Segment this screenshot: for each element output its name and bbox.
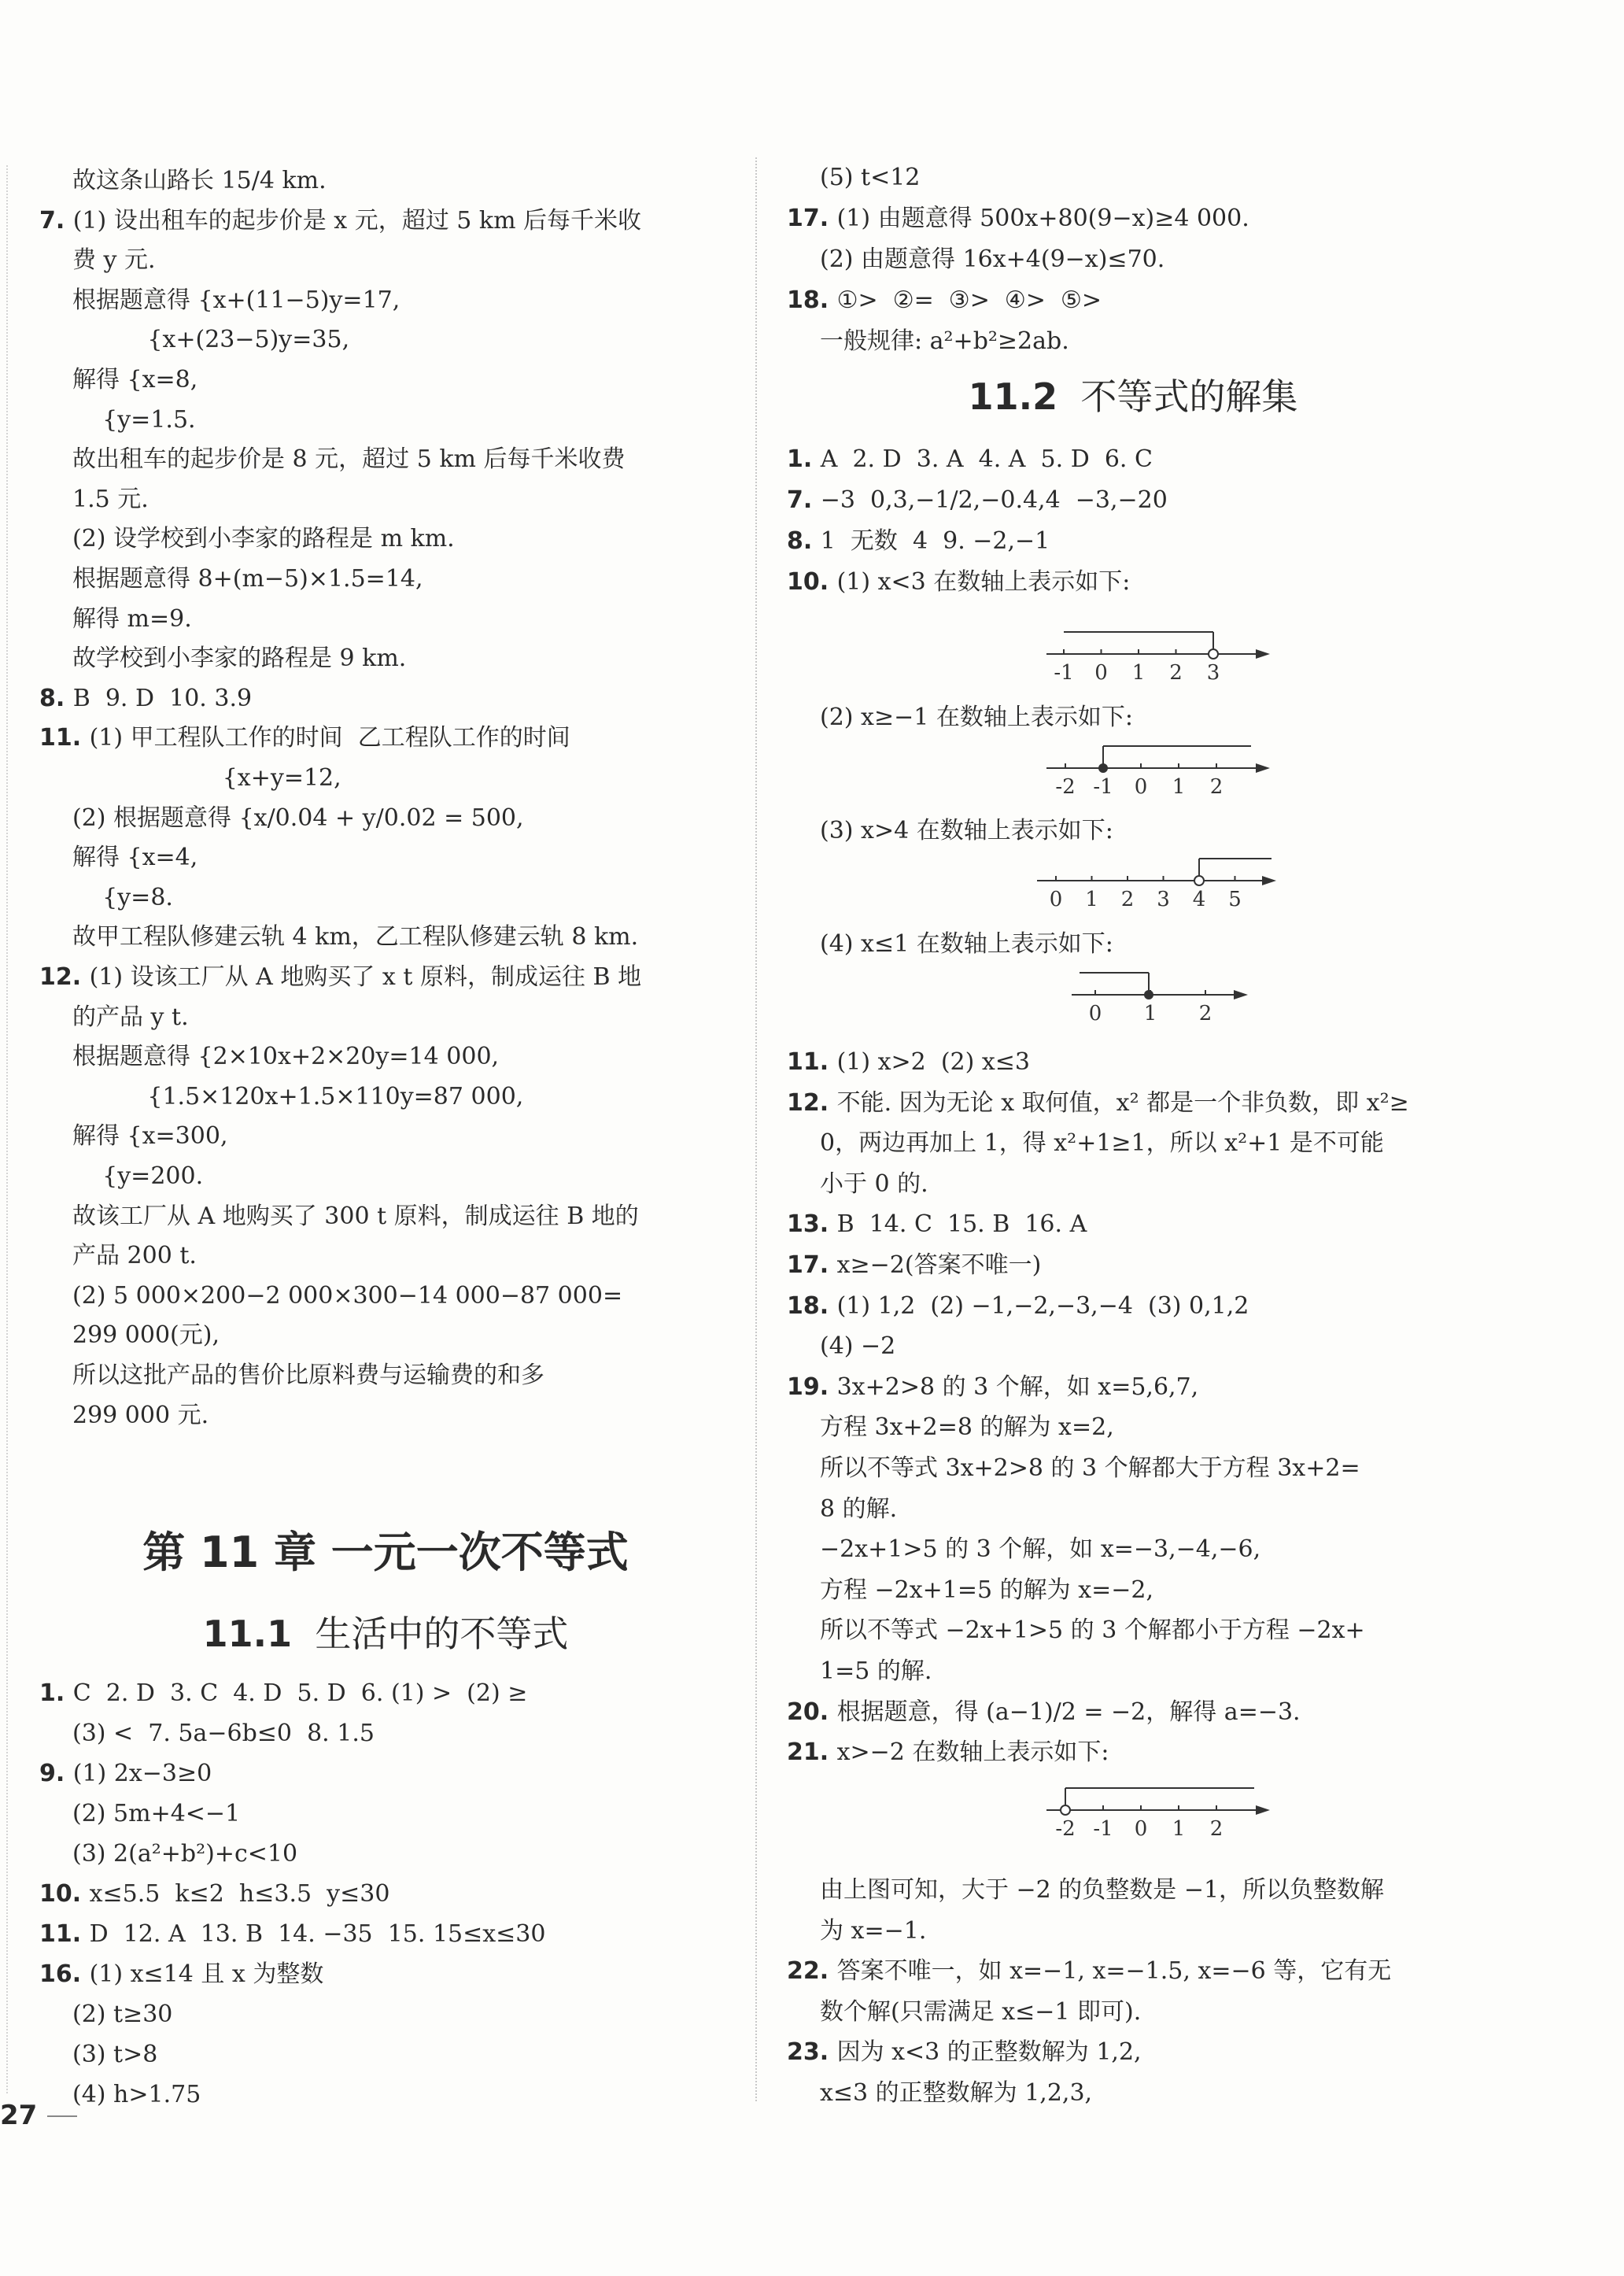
answer-line bbox=[787, 1735, 1109, 1770]
answer-line bbox=[820, 1451, 1360, 1486]
answer-text: (1) 甲工程队工作的时间 乙工程队工作的时间 bbox=[89, 724, 570, 752]
margin-dotted-line bbox=[6, 165, 8, 2093]
answer-line bbox=[72, 164, 327, 198]
tick-label: 2 bbox=[1209, 1817, 1224, 1840]
answer-line bbox=[787, 565, 1130, 600]
answer-text: 为 x=−1. bbox=[820, 1916, 927, 1945]
answer-line bbox=[820, 1613, 1365, 1648]
question-number: 19. bbox=[787, 1373, 837, 1401]
answer-line bbox=[39, 1917, 545, 1952]
question-number: 8. bbox=[787, 527, 821, 555]
answer-text: (2) 5m+4<−1 bbox=[72, 1800, 241, 1827]
answer-text: A 2. D 3. A 4. A 5. D 6. C bbox=[820, 445, 1153, 473]
answer-text: 1.5 元. bbox=[72, 485, 149, 513]
answer-line bbox=[72, 403, 196, 438]
question-number: 11. bbox=[39, 1920, 90, 1948]
answer-line bbox=[72, 1358, 544, 1393]
q10-4-text: (4) x≤1 在数轴上表示如下: bbox=[820, 930, 1113, 958]
answer-line bbox=[72, 761, 341, 796]
column-divider bbox=[755, 157, 757, 2101]
answer-line bbox=[72, 1239, 197, 1273]
answer-text: (2) 5 000×200−2 000×300−14 000−87 000= bbox=[72, 1281, 623, 1310]
answer-text: (1) x<3 在数轴上表示如下: bbox=[836, 568, 1131, 596]
answer-text: 故这条山路长 15/4 km. bbox=[72, 167, 327, 194]
answer-text: (3) 2(a²+b²)+c<10 bbox=[72, 1840, 298, 1868]
answer-text: 一般规律: a²+b²≥2ab. bbox=[820, 327, 1069, 355]
answer-text: 小于 0 的. bbox=[820, 1169, 928, 1198]
answer-line bbox=[72, 841, 197, 875]
answer-text: (1) 设该工厂从 A 地购买了 x t 原料，制成运往 B 地 bbox=[89, 963, 642, 991]
tick-label: 1 bbox=[1172, 775, 1186, 798]
tick-label: 2 bbox=[1169, 661, 1183, 684]
answer-text: C 2. D 3. C 4. D 5. D 6. (1) > (2) ≥ bbox=[72, 1679, 528, 1707]
answer-line bbox=[820, 242, 1164, 277]
answer-line bbox=[787, 283, 1102, 318]
tick-label: 1 bbox=[1085, 888, 1098, 911]
tick-label: 2 bbox=[1120, 888, 1135, 911]
section-number: 11.2 bbox=[968, 375, 1058, 418]
tick-label: -2 bbox=[1055, 1817, 1076, 1840]
number-line-x-ge-minus1 bbox=[1046, 741, 1275, 798]
answer-text: (2) 根据题意得 {x/0.04 + y/0.02 = 500, bbox=[72, 804, 524, 832]
section-heading-11-1 bbox=[39, 1605, 732, 1657]
answer-text: (4) h>1.75 bbox=[72, 2081, 201, 2108]
answer-text: (1) 设出租车的起步价是 x 元，超过 5 km 后每千米收 bbox=[72, 206, 642, 235]
tick-label: 4 bbox=[1192, 888, 1206, 911]
tick-label: -1 bbox=[1054, 661, 1074, 684]
answer-line bbox=[72, 920, 638, 955]
answer-text: 299 000(元), bbox=[72, 1321, 220, 1350]
answer-text: 方程 −2x+1=5 的解为 x=−2, bbox=[820, 1576, 1154, 1604]
question-number: 17. bbox=[787, 1251, 837, 1279]
answer-text: (2) 设学校到小李家的路程是 m km. bbox=[72, 525, 455, 553]
answer-text: x>−2 在数轴上表示如下: bbox=[836, 1738, 1109, 1767]
answer-text: 因为 x<3 的正整数解为 1,2, bbox=[836, 2038, 1142, 2066]
answer-line bbox=[820, 1873, 1384, 1908]
answer-line bbox=[72, 522, 455, 556]
answer-text: 根据题意，得 (a−1)/2 = −2，解得 a=−3. bbox=[836, 1698, 1301, 1726]
tick-label: -1 bbox=[1093, 1817, 1113, 1840]
answer-text: {x+y=12, bbox=[72, 764, 341, 792]
answer-line bbox=[72, 1159, 203, 1194]
question-number: 8. bbox=[39, 684, 73, 712]
answer-line bbox=[72, 323, 349, 357]
question-number: 22. bbox=[787, 1957, 837, 1985]
answer-text: 解得 {x=4, bbox=[72, 844, 198, 872]
answer-line bbox=[820, 1995, 1141, 2030]
answer-line bbox=[72, 1398, 209, 1433]
question-number: 11. bbox=[39, 724, 90, 752]
number-line-x-gt-4 bbox=[1037, 854, 1281, 911]
answer-text: 故学校到小李家的路程是 9 km. bbox=[72, 645, 407, 673]
question-number: 12. bbox=[787, 1088, 837, 1117]
tick-label: 0 bbox=[1049, 888, 1063, 911]
answer-line bbox=[39, 721, 570, 756]
tick-label: 1 bbox=[1131, 661, 1146, 684]
answer-text: 根据题意得 8+(m−5)×1.5=14, bbox=[72, 565, 423, 593]
answer-text: x≥−2(答案不唯一) bbox=[836, 1251, 1042, 1279]
answer-text: B 14. C 15. B 16. A bbox=[836, 1210, 1087, 1239]
answer-text: (1) 2x−3≥0 bbox=[72, 1760, 212, 1787]
answer-text: 故出租车的起步价是 8 元，超过 5 km 后每千米收费 bbox=[72, 445, 626, 474]
answer-line bbox=[787, 1248, 1041, 1283]
answer-line bbox=[820, 1573, 1153, 1608]
section-title: 不等式的解集 bbox=[1080, 375, 1298, 418]
tick-label: 1 bbox=[1143, 1002, 1157, 1025]
answer-line bbox=[72, 482, 149, 517]
chapter-title: 第 11 章 一元一次不等式 bbox=[142, 1528, 629, 1577]
answer-text: {y=200. bbox=[72, 1162, 204, 1190]
answer-line bbox=[787, 1207, 1087, 1242]
answer-line bbox=[72, 1119, 227, 1154]
answer-text: 的产品 y t. bbox=[72, 1003, 189, 1031]
answer-text: 8 的解. bbox=[820, 1495, 898, 1523]
answer-line bbox=[72, 801, 524, 836]
answer-line bbox=[72, 881, 173, 915]
answer-text: x≤3 的正整数解为 1,2,3, bbox=[820, 2078, 1093, 2107]
answer-line bbox=[72, 1279, 622, 1314]
answer-text: 1=5 的解. bbox=[820, 1657, 932, 1685]
question-number: 18. bbox=[787, 1291, 837, 1320]
answer-text: (1) x≤14 且 x 为整数 bbox=[89, 1960, 324, 1988]
answer-text: 1 无数 4 9. −2,−1 bbox=[820, 527, 1050, 555]
number-line-x-gt-minus2 bbox=[1046, 1783, 1275, 1840]
answer-line bbox=[39, 1877, 389, 1912]
answer-text: {x+(23−5)y=35, bbox=[72, 326, 350, 354]
answer-text: 方程 3x+2=8 的解为 x=2, bbox=[820, 1413, 1114, 1442]
tick-label: 0 bbox=[1134, 1817, 1148, 1840]
answer-line bbox=[787, 201, 1249, 236]
answer-line bbox=[72, 1716, 375, 1751]
answer-line bbox=[72, 641, 406, 676]
answer-line bbox=[39, 1676, 527, 1711]
answer-text: 答案不唯一，如 x=−1, x=−1.5, x=−6 等，它有无 bbox=[836, 1957, 1392, 1985]
tick-label: -1 bbox=[1093, 775, 1113, 798]
answer-line bbox=[72, 283, 400, 318]
answer-line bbox=[39, 204, 641, 238]
question-number: 9. bbox=[39, 1760, 73, 1787]
answer-line bbox=[39, 1757, 212, 1791]
answer-line bbox=[72, 363, 197, 397]
answer-line bbox=[787, 524, 1050, 559]
answer-line bbox=[72, 1199, 639, 1234]
answer-line bbox=[787, 1045, 1030, 1080]
answer-text: (3) < 7. 5a−6b≤0 8. 1.5 bbox=[72, 1720, 375, 1747]
answer-line bbox=[820, 1492, 897, 1527]
answer-line bbox=[787, 442, 1153, 477]
answer-text: (3) t>8 bbox=[72, 2041, 158, 2068]
answer-line bbox=[787, 1695, 1301, 1730]
answer-text: 不能. 因为无论 x 取何值，x² 都是一个非负数，即 x²≥ bbox=[836, 1088, 1409, 1117]
section-title: 生活中的不等式 bbox=[315, 1613, 569, 1655]
answer-line bbox=[820, 324, 1069, 359]
number-line-x-lt-3 bbox=[1046, 627, 1275, 684]
answer-text: B 9. D 10. 3.9 bbox=[72, 684, 253, 712]
answer-text: 解得 {x=300, bbox=[72, 1122, 228, 1151]
answer-text: (2) 由题意得 16x+4(9−x)≤70. bbox=[820, 246, 1165, 273]
tick-label: 3 bbox=[1157, 888, 1170, 911]
tick-label: 0 bbox=[1088, 1002, 1102, 1025]
question-number: 7. bbox=[787, 486, 821, 514]
answer-line bbox=[72, 442, 625, 477]
answer-text: ①> ②= ③> ④> ⑤> bbox=[836, 286, 1102, 314]
question-number: 10. bbox=[787, 568, 837, 596]
question-number: 13. bbox=[787, 1210, 837, 1239]
q10-3-text: (3) x>4 在数轴上表示如下: bbox=[820, 817, 1113, 844]
section-heading-11-2 bbox=[787, 368, 1479, 420]
q10-2-text: (2) x≥−1 在数轴上表示如下: bbox=[820, 704, 1133, 731]
tick-label: 2 bbox=[1209, 775, 1224, 798]
answer-text: 解得 m=9. bbox=[72, 604, 192, 633]
question-number: 18. bbox=[787, 286, 837, 314]
answer-line bbox=[820, 1329, 895, 1364]
answer-text: 故甲工程队修建云轨 4 km，乙工程队修建云轨 8 km. bbox=[72, 923, 639, 951]
answer-line bbox=[820, 1167, 928, 1202]
answer-line bbox=[72, 1080, 523, 1114]
answer-line bbox=[72, 1837, 297, 1871]
answer-text: 299 000 元. bbox=[72, 1401, 209, 1429]
answer-text: {y=1.5. bbox=[72, 405, 196, 434]
answer-line bbox=[72, 602, 192, 637]
answer-line bbox=[787, 1289, 1249, 1324]
answer-line bbox=[72, 1797, 240, 1831]
answer-line bbox=[787, 1086, 1409, 1121]
answer-text: 根据题意得 {2×10x+2×20y=14 000, bbox=[72, 1043, 500, 1071]
answer-text: 数个解(只需满足 x≤−1 即可). bbox=[820, 1997, 1142, 2026]
answer-line bbox=[820, 1126, 1384, 1161]
question-number: 23. bbox=[787, 2038, 837, 2066]
question-number: 12. bbox=[39, 963, 90, 991]
answer-line bbox=[787, 2035, 1142, 2070]
answer-line bbox=[72, 2078, 201, 2112]
answer-line bbox=[72, 243, 156, 278]
answer-text: 所以不等式 3x+2>8 的 3 个解都大于方程 3x+2= bbox=[820, 1454, 1360, 1482]
answer-text: 由上图可知，大于 −2 的负整数是 −1，所以负整数解 bbox=[820, 1876, 1385, 1904]
answer-text: (2) t≥30 bbox=[72, 2001, 173, 2028]
answer-line bbox=[787, 1954, 1391, 1989]
answer-line bbox=[72, 1997, 172, 2032]
answer-line bbox=[787, 1370, 1198, 1405]
answer-line bbox=[39, 960, 641, 995]
question-number: 17. bbox=[787, 205, 837, 232]
answer-text: (1) x>2 (2) x≤3 bbox=[836, 1048, 1031, 1076]
answer-text: 根据题意得 {x+(11−5)y=17, bbox=[72, 286, 400, 314]
section-number: 11.1 bbox=[202, 1613, 293, 1655]
answer-line bbox=[820, 2076, 1092, 2111]
answer-text: (1) 由题意得 500x+80(9−x)≥4 000. bbox=[836, 205, 1249, 232]
answer-line bbox=[820, 1410, 1114, 1445]
page-number: 27 bbox=[0, 2100, 38, 2131]
question-number: 11. bbox=[787, 1048, 837, 1076]
answer-line bbox=[72, 2038, 157, 2072]
answer-text: (5) t<12 bbox=[820, 164, 921, 191]
answer-line bbox=[39, 1957, 323, 1992]
answer-line bbox=[787, 483, 1168, 518]
answer-text: {1.5×120x+1.5×110y=87 000, bbox=[72, 1082, 524, 1110]
answer-text: D 12. A 13. B 14. −35 15. 15≤x≤30 bbox=[89, 1920, 546, 1948]
question-number: 20. bbox=[787, 1698, 837, 1726]
answer-line bbox=[820, 1654, 932, 1689]
question-number: 21. bbox=[787, 1738, 837, 1767]
tick-label: -2 bbox=[1055, 775, 1076, 798]
tick-label: 0 bbox=[1094, 661, 1108, 684]
answer-text: 3x+2>8 的 3 个解，如 x=5,6,7, bbox=[836, 1373, 1199, 1401]
answer-line bbox=[72, 1000, 189, 1035]
question-number: 1. bbox=[39, 1679, 73, 1707]
tick-label: 3 bbox=[1206, 661, 1220, 684]
answer-text: (4) −2 bbox=[820, 1332, 896, 1361]
answer-line bbox=[820, 1914, 926, 1949]
answer-line bbox=[72, 1318, 220, 1353]
question-number: 1. bbox=[787, 445, 821, 473]
answer-line bbox=[39, 682, 252, 716]
question-number: 7. bbox=[39, 206, 73, 235]
answer-line bbox=[72, 562, 423, 597]
answer-text: 解得 {x=8, bbox=[72, 366, 198, 393]
answer-line bbox=[820, 161, 920, 195]
tick-label: 2 bbox=[1198, 1002, 1212, 1025]
answer-text: 所以这批产品的售价比原料费与运输费的和多 bbox=[72, 1362, 544, 1389]
answer-text: 费 y 元. bbox=[72, 246, 156, 275]
answer-text: 0，两边再加上 1，得 x²+1≥1，所以 x²+1 是不可能 bbox=[820, 1129, 1384, 1158]
number-line-x-le-1 bbox=[1072, 968, 1253, 1025]
question-number: 10. bbox=[39, 1880, 90, 1908]
answer-text: x≤5.5 k≤2 h≤3.5 y≤30 bbox=[89, 1880, 390, 1908]
answer-line bbox=[820, 1532, 1260, 1567]
answer-text: 故该工厂从 A 地购买了 300 t 原料，制成运往 B 地的 bbox=[72, 1202, 639, 1230]
tick-label: 1 bbox=[1172, 1817, 1186, 1840]
page-number-dash bbox=[47, 2115, 77, 2117]
answer-text: 产品 200 t. bbox=[72, 1242, 197, 1270]
answer-line bbox=[72, 1040, 499, 1074]
answer-text: 所以不等式 −2x+1>5 的 3 个解都小于方程 −2x+ bbox=[820, 1616, 1365, 1645]
answer-text: {y=8. bbox=[72, 883, 173, 911]
answer-text: −2x+1>5 的 3 个解，如 x=−3,−4,−6, bbox=[820, 1535, 1261, 1564]
answer-text: (1) 1,2 (2) −1,−2,−3,−4 (3) 0,1,2 bbox=[836, 1291, 1249, 1320]
tick-label: 5 bbox=[1228, 888, 1242, 911]
tick-label: 0 bbox=[1134, 775, 1148, 798]
answer-text: −3 0,3,−1/2,−0.4,4 −3,−20 bbox=[820, 486, 1168, 514]
question-number: 16. bbox=[39, 1960, 90, 1988]
